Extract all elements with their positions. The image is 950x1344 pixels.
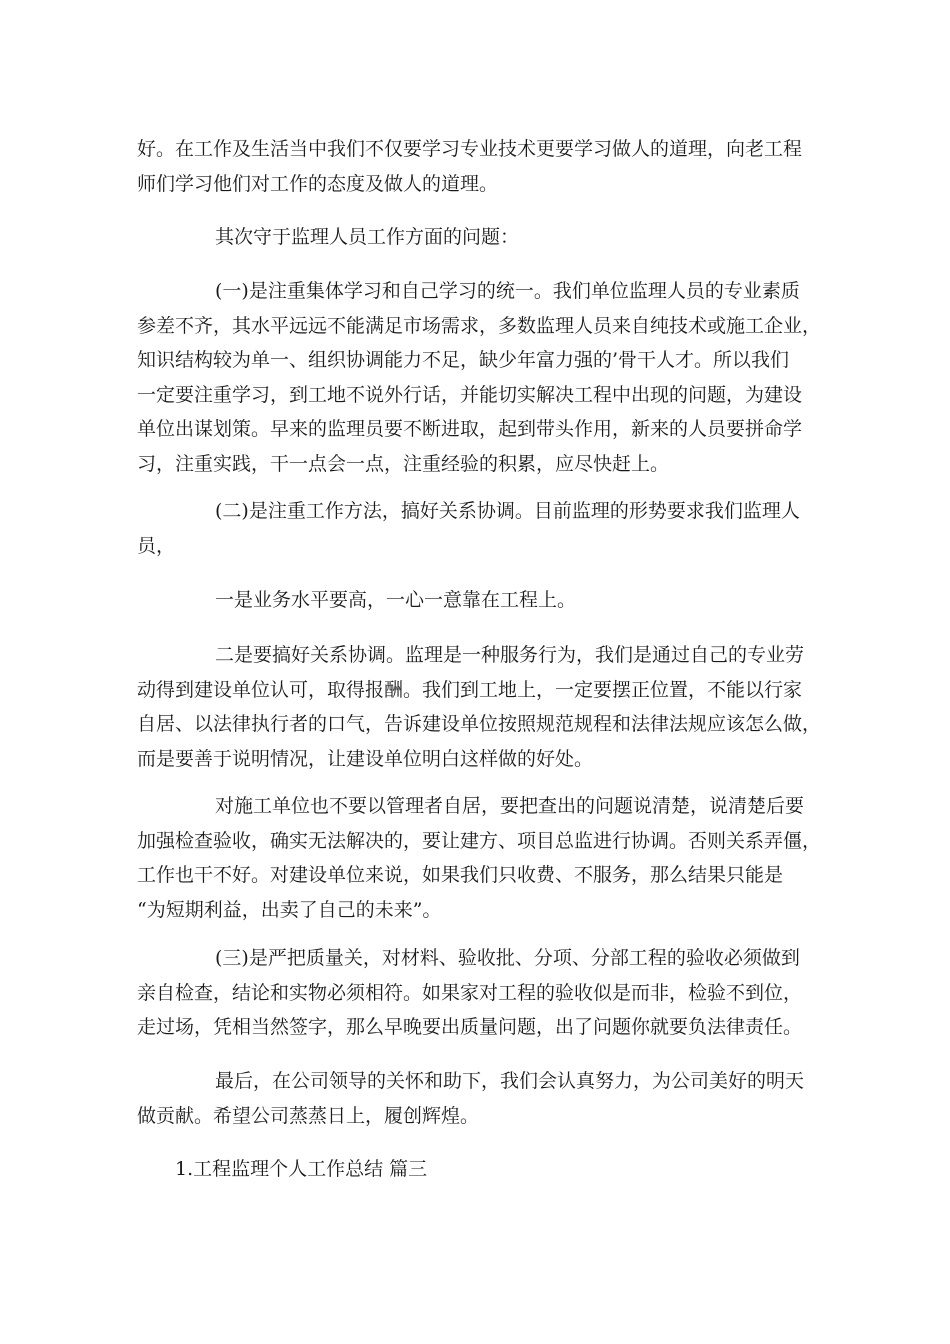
paragraph-7 <box>137 789 822 927</box>
paragraph-line: 参差不齐，其水平远远不能满足市场需求，多数监理人员来自纯技术或施工企业， <box>137 314 822 337</box>
section-heading: 1.工程监理个人工作总结 篇三 <box>175 1158 428 1180</box>
paragraph-line: 知识结构较为单一、组织协调能力不足，缺少年富力强的’骨干人才。所以我们 <box>137 349 790 371</box>
paragraph-1 <box>137 132 817 201</box>
paragraph-line: 二是要搞好关系协调。监理是一种服务行为，我们是通过自己的专业劳 <box>215 644 805 666</box>
paragraph-8 <box>137 941 817 1045</box>
paragraph-line: 其次守于监理人员工作方面的问题： <box>215 226 520 248</box>
paragraph-line: 做贡献。希望公司蒸蒸日上，履创辉煌。 <box>137 1104 480 1127</box>
paragraph-line: 工作也干不好。对建设单位来说，如果我们只收费、不服务，那么结果只能是 <box>137 864 784 886</box>
paragraph-line: 习，注重实践，干一点会一点，注重经验的积累，应尽快赶上。 <box>137 452 670 475</box>
paragraph-line: 而是要善于说明情况，让建设单位明白这样做的好处。 <box>137 747 594 770</box>
paragraph-9 <box>137 1064 817 1133</box>
paragraph-line: 最后，在公司领导的关怀和助下，我们会认真努力，为公司美好的明天 <box>215 1070 805 1092</box>
paragraph-line: 走过场，凭相当然签字，那么早晚要出质量问题，出了问题你就要负法律责任。 <box>137 1016 803 1038</box>
paragraph-line: (二)是注重工作方法，搞好关系协调。目前监理的形势要求我们监理人 <box>215 500 800 522</box>
paragraph-5 <box>137 583 817 618</box>
paragraph-2 <box>137 220 817 255</box>
paragraph-line: 单位出谋划策。早来的监理员要不断进取，起到带头作用，新来的人员要拼命学 <box>137 418 803 440</box>
paragraph-line: 一定要注重学习，到工地不说外行话，并能切实解决工程中出现的问题，为建设 <box>137 383 803 406</box>
paragraph-line: 一是业务水平要高，一心一意靠在工程上。 <box>215 589 577 611</box>
paragraph-line: 亲自检查，结论和实物必须相符。如果家对工程的验收似是而非，检验不到位， <box>137 981 803 1004</box>
paragraph-3 <box>137 274 822 481</box>
paragraph-6 <box>137 638 822 776</box>
paragraph-line: 加强检查验收，确实无法解决的，要让建方、项目总监进行协调。否则关系弄僵， <box>137 829 822 852</box>
paragraph-line: 员， <box>137 534 176 557</box>
paragraph-line: 对施工单位也不要以管理者自居，要把查出的问题说清楚，说清楚后要 <box>215 795 805 817</box>
paragraph-line: 动得到建设单位认可，取得报酬。我们到工地上，一定要摆正位置，不能以行家 <box>137 678 803 701</box>
paragraph-line: “为短期利益，出卖了自己的未来”。 <box>137 898 442 921</box>
paragraph-line: (三)是严把质量关，对材料、验收批、分项、分部工程的验收必须做到 <box>215 947 800 969</box>
paragraph-line: 师们学习他们对工作的态度及做人的道理。 <box>137 172 499 195</box>
paragraph-line: 自居、以法律执行者的口气，告诉建设单位按照规范规程和法律法规应该怎么做， <box>137 713 822 735</box>
paragraph-line: (一)是注重集体学习和自己学习的统一。我们单位监理人员的专业素质 <box>215 280 800 302</box>
paragraph-line: 好。在工作及生活当中我们不仅要学习专业技术更要学习做人的道理，向老工程 <box>137 138 803 160</box>
paragraph-4 <box>137 494 817 563</box>
